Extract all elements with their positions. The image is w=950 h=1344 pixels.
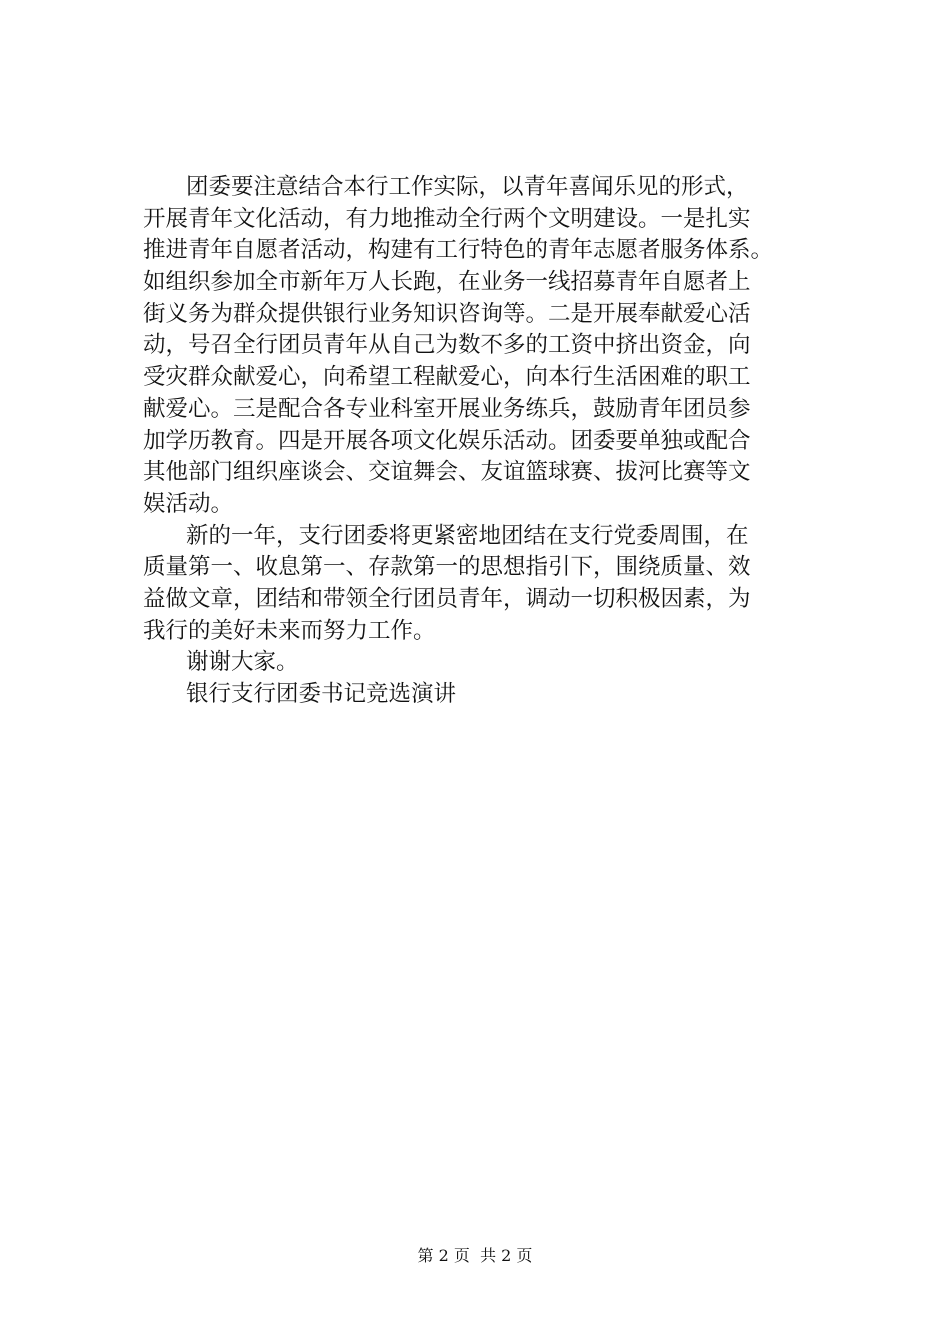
paragraph-line: 其他部门组织座谈会、交谊舞会、友谊篮球赛、拔河比赛等文: [143, 459, 751, 486]
paragraph-line: 如组织参加全市新年万人长跑，在业务一线招募青年自愿者上: [143, 269, 751, 296]
paragraph-line: 开展青年文化活动，有力地推动全行两个文明建设。一是扎实: [143, 205, 751, 232]
paragraph-line: 加学历教育。四是开展各项文化娱乐活动。团委要单独或配合: [143, 427, 751, 454]
paragraph-line: 受灾群众献爱心，向希望工程献爱心，向本行生活困难的职工: [143, 364, 751, 391]
paragraph-1: [143, 172, 863, 521]
paragraph-2: [143, 521, 863, 648]
paragraph-line: 推进青年自愿者活动，构建有工行特色的青年志愿者服务体系。: [143, 237, 774, 264]
document-body: [143, 172, 863, 711]
paragraph-line: 娱活动。: [143, 490, 234, 517]
closing-line: 谢谢大家。: [186, 649, 299, 676]
document-title-line: 银行支行团委书记竞选演讲: [186, 681, 457, 707]
paragraph-line: 我行的美好未来而努力工作。: [143, 617, 436, 644]
paragraph-line: 益做文章，团结和带领全行团员青年，调动一切积极因素，为: [143, 585, 751, 612]
paragraph-line: 新的一年，支行团委将更紧密地团结在支行党委周围，在: [186, 522, 749, 549]
paragraph-line: 质量第一、收息第一、存款第一的思想指引下，围绕质量、效: [143, 554, 751, 581]
paragraph-line: 动，号召全行团员青年从自己为数不多的工资中挤出资金，向: [143, 332, 751, 359]
paragraph-line: 街义务为群众提供银行业务知识咨询等。二是开展奉献爱心活: [143, 300, 751, 327]
paragraph-line: 团委要注意结合本行工作实际，以青年喜闻乐见的形式，: [186, 174, 749, 200]
paragraph-line: 献爱心。三是配合各专业科室开展业务练兵，鼓励青年团员参: [143, 395, 751, 422]
page-number-footer: 第 2 页 共 2 页: [417, 1246, 533, 1265]
